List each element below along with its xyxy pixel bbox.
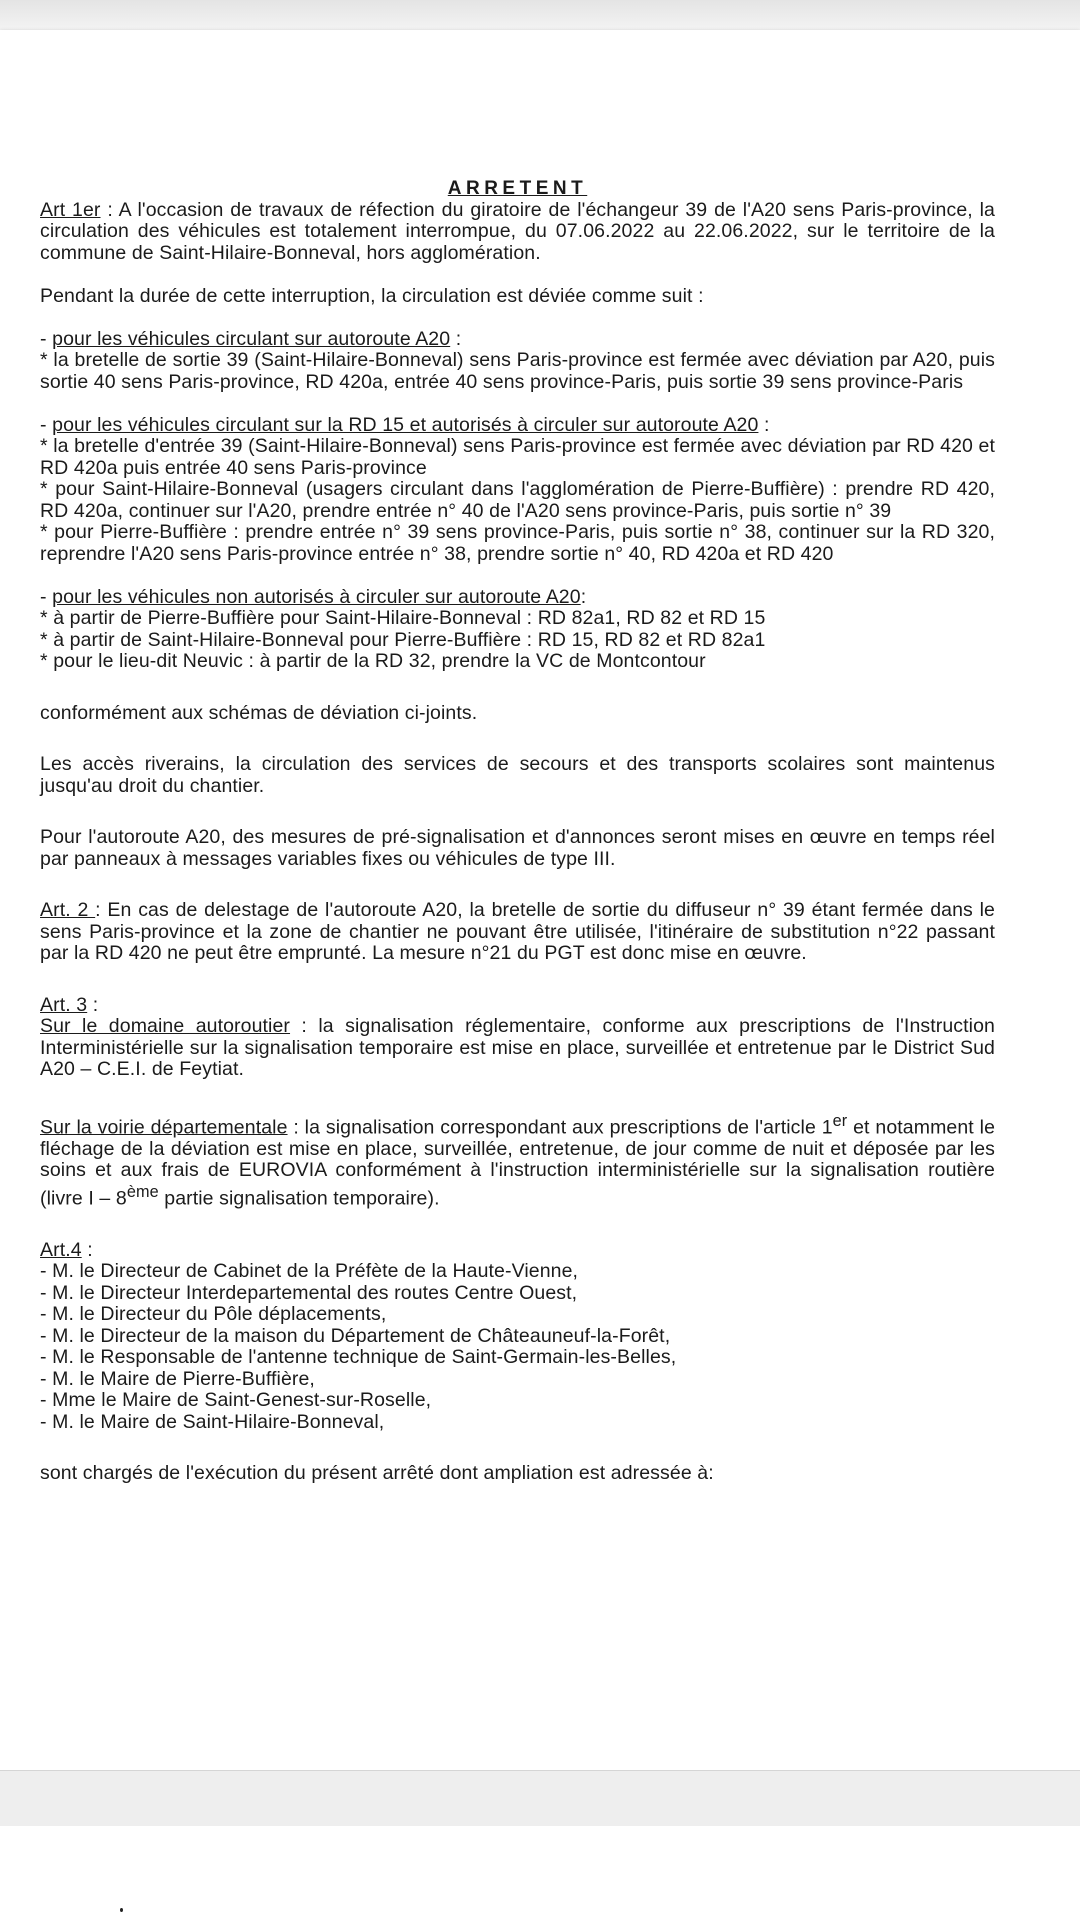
article-2 [40, 900, 995, 965]
viewer-bottom-area [0, 1826, 1080, 1920]
list-item: - M. le Maire de Pierre-Buffière, [40, 1367, 315, 1390]
list-item: * pour le lieu-dit Neuvic : à partir de la RD 32, prendre la VC de Montcontour [40, 650, 706, 672]
list-item: - M. le Directeur du Pôle déplacements, [40, 1303, 387, 1325]
list-item: - M. le Maire de Saint-Hilaire-Bonneval, [40, 1410, 385, 1433]
article-1-label: Art 1er [40, 198, 101, 221]
article-1-text: : A l'occasion de travaux de réfection du giratoire de l'échangeur 39 de l'A20 sens Paris-province, la circulation des véhicules est totalement interrompue, du 07.06.2022 au 22.06.2022, sur le territoire de la commune de Saint-Hilaire-Bonneval, hors agglomération. [40, 198, 995, 264]
list-item: * la bretelle d'entrée 39 (Saint-Hilaire-Bonneval) sens Paris-province est fermée avec déviation par RD 420 et RD 420a puis entrée 40 sens Paris-province [40, 435, 995, 479]
presignal-paragraph: Pour l'autoroute A20, des mesures de pré-signalisation et d'annonces seront mises en œuvre en temps réel par panneaux à messages variables fixes ou véhicules de type III. [40, 826, 995, 870]
list-item: * la bretelle de sortie 39 (Saint-Hilaire-Bonneval) sens Paris-province est fermée avec déviation par A20, puis sortie 40 sens Paris-province, RD 420a, entrée 40 sens province-Paris, puis sortie 39 sens province-Paris [40, 349, 995, 393]
list-item: * pour Pierre-Buffière : prendre entrée n° 39 sens province-Paris, puis sortie n° 38, continuer sur la RD 320, reprendre l'A20 sens Paris-province entrée n° 38, prendre sortie n° 40, RD 420a et RD 420 [40, 521, 995, 565]
list-item: - M. le Directeur de Cabinet de la Préfète de la Haute-Vienne, [40, 1260, 579, 1282]
deviation-intro: Pendant la durée de cette interruption, la circulation est déviée comme suit : [40, 284, 704, 307]
riverains-paragraph: Les accès riverains, la circulation des services de secours et des transports scolaires sont maintenus jusqu'au droit du chantier. [40, 753, 995, 797]
document-title: ARRETENT [447, 178, 588, 199]
schemas-note: conformément aux schémas de déviation ci-joints. [40, 701, 478, 724]
scan-speck [120, 1908, 123, 1912]
article-3-heading: Art. 3 : [40, 993, 99, 1016]
viewer-bottom-band [0, 1770, 1080, 1827]
article-2-text: : En cas de delestage de l'autoroute A20, la bretelle de sortie du diffuseur n° 39 étant fermée dans le sens Paris-province et la zone de chantier ne pouvant être utilisée, l'itinéraire de substitution n°22 passant par la RD 420 ne peut être emprunté. La mesure n°21 du PGT est donc mise en œuvre. [40, 899, 995, 964]
section-a20-heading: - pour les véhicules circulant sur autoroute A20 : [40, 327, 462, 350]
document-body [40, 178, 995, 1485]
list-item: * pour Saint-Hilaire-Bonneval (usagers circulant dans l'agglomération de Pierre-Buffière) : prendre RD 420, RD 420a, continuer sur l'A20, prendre entrée n° 40 de l'A20 sens province-Paris, puis sortie n° 39 [40, 478, 995, 522]
closing-paragraph: sont chargés de l'exécution du présent arrêté dont ampliation est adressée à: [40, 1462, 714, 1484]
section-rd15-heading: - pour les véhicules circulant sur la RD 15 et autorisés à circuler sur autoroute A20 : [40, 413, 770, 436]
article-4-heading: Art.4 : [40, 1238, 93, 1261]
viewer-top-bar [0, 0, 1080, 30]
list-item: * à partir de Saint-Hilaire-Bonneval pour Pierre-Buffière : RD 15, RD 82 et RD 82a1 [40, 628, 766, 651]
article-2-label: Art. 2 [40, 899, 96, 921]
list-item: - M. le Responsable de l'antenne technique de Saint-Germain-les-Belles, [40, 1346, 677, 1368]
section-non-heading: - pour les véhicules non autorisés à circuler sur autoroute A20: [40, 585, 587, 608]
article-3-departementale: Sur la voirie départementale : la signalisation correspondant aux prescriptions de l'article 1er et notamment le fléchage de la déviation est mise en place, surveillée, entretenue, de jour comme de nuit et déposée par les soins et aux frais de EUROVIA conformément à l'instruction interministérielle sur la signalisation routière (livre I – 8ème partie signalisation temporaire). [40, 1111, 996, 1209]
list-item: - Mme le Maire de Saint-Genest-sur-Roselle, [40, 1389, 432, 1411]
list-item: * à partir de Pierre-Buffière pour Saint-Hilaire-Bonneval : RD 82a1, RD 82 et RD 15 [40, 607, 766, 629]
article-1 [40, 200, 995, 265]
list-item: - M. le Directeur de la maison du Département de Châteauneuf-la-Forêt, [40, 1324, 671, 1347]
article-3-autoroute: Sur le domaine autoroutier : la signalisation réglementaire, conforme aux prescriptions de l'Instruction Interministérielle sur la signalisation temporaire est mise en place, surveillée et entretenue par le District Sud A20 – C.E.I. de Feytiat. [40, 1015, 995, 1080]
list-item: - M. le Directeur Interdepartemental des routes Centre Ouest, [40, 1281, 578, 1304]
